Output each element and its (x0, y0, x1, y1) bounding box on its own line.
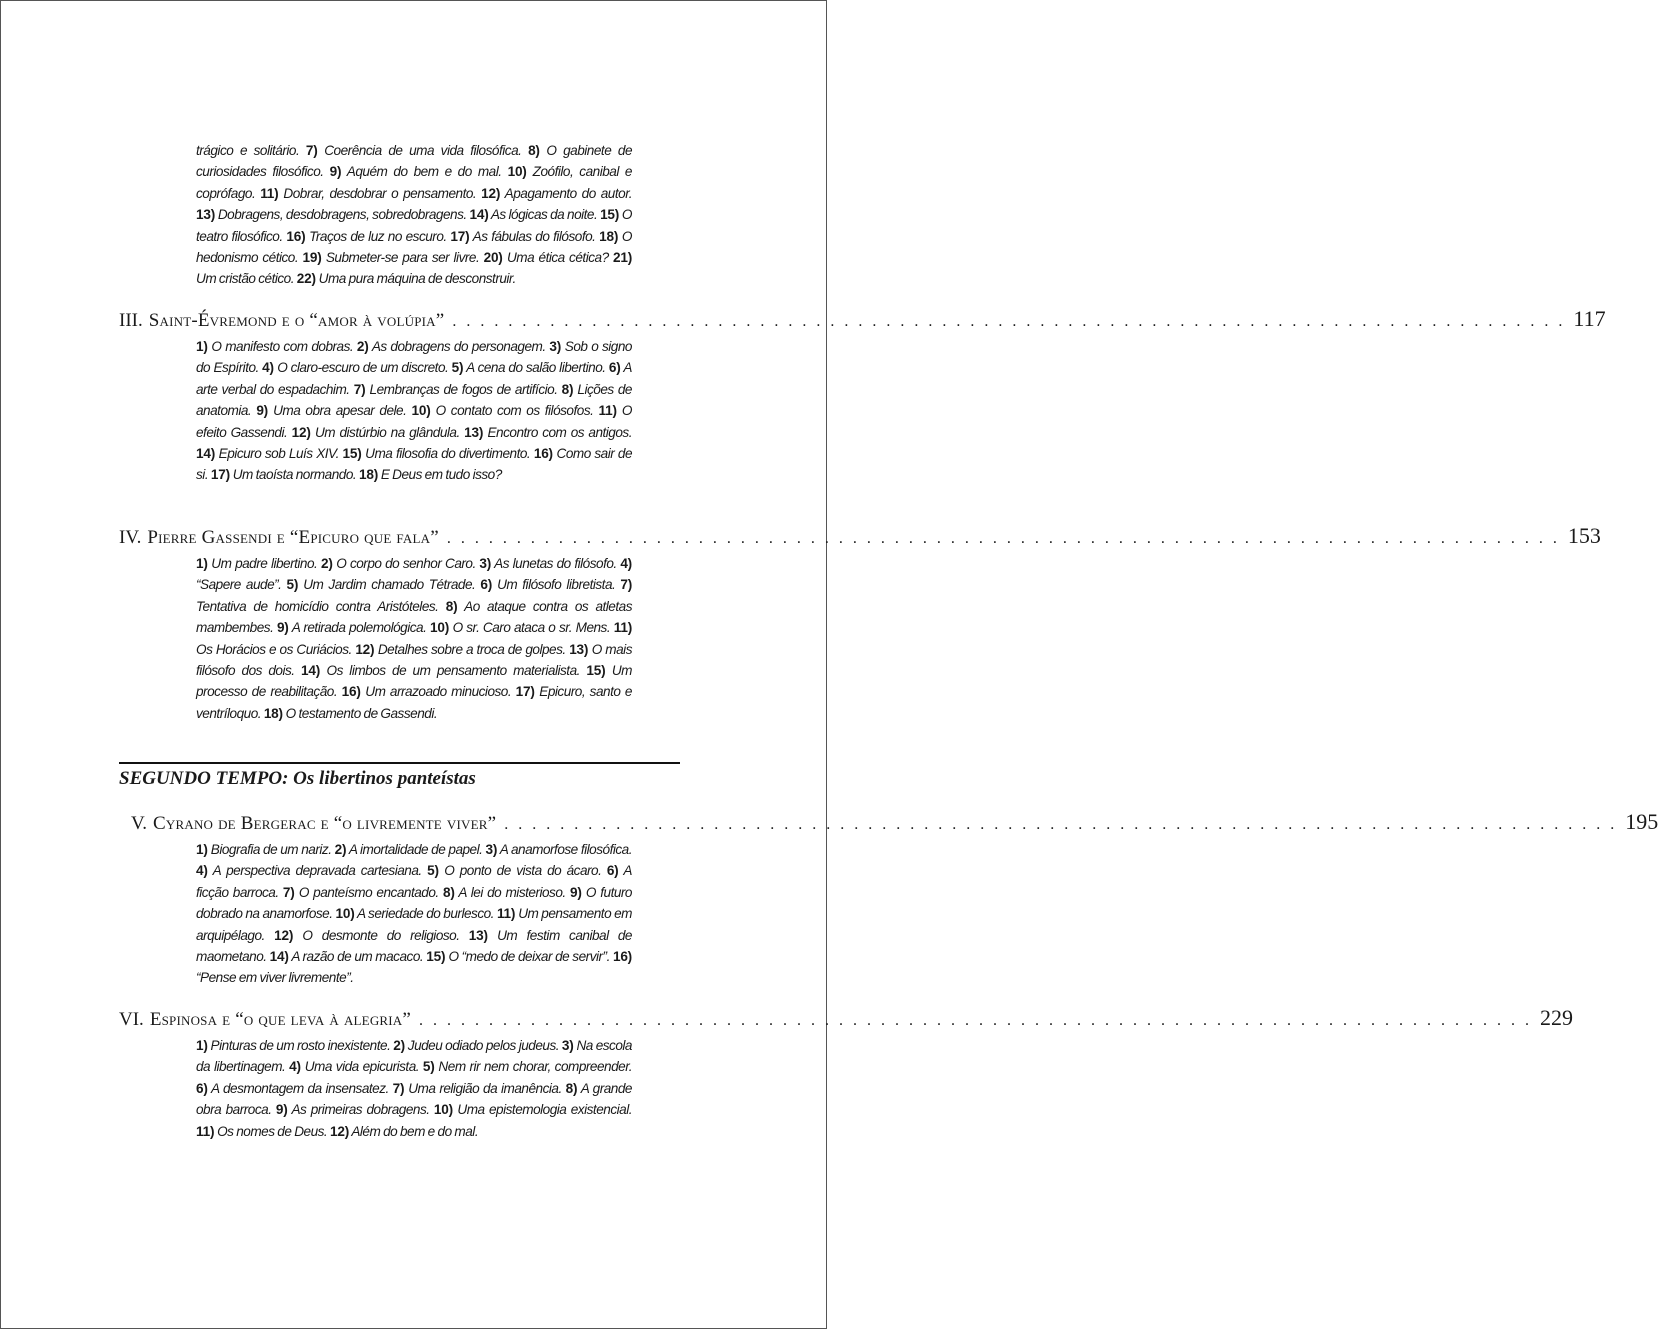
item-text: A ficção barroca. (196, 863, 632, 900)
item-text: O ponto de vista do ácaro. (438, 863, 607, 879)
item-number: 7) (620, 577, 633, 593)
item-text: “Pense em viver livremente”. (196, 970, 354, 986)
item-number: 4) (196, 863, 208, 879)
item-text: Uma religião da imanência. (404, 1080, 566, 1096)
chapter-entry (119, 523, 1601, 549)
item-text: Pinturas de um rosto inexistente. (207, 1038, 394, 1053)
item-number: 10) (335, 906, 355, 922)
chapter-summary (196, 839, 632, 989)
item-text: Uma pura máquina de desconstruir. (315, 271, 516, 287)
chapter-number: III. (119, 310, 143, 331)
item-text: Uma filosofia do divertimento. (361, 446, 534, 462)
item-number: 13) (196, 207, 216, 223)
item-text: Ao ataque contra os atletas mambembes. (196, 598, 632, 636)
item-number: 7) (353, 381, 366, 397)
item-number: 9) (276, 620, 289, 636)
item-number: 10) (429, 620, 450, 636)
item-text: Dobragens, desdobragens, sobredobragens. (215, 207, 470, 223)
item-number: 9) (275, 1102, 288, 1118)
item-text: As lunetas do filósofo. (491, 556, 621, 571)
item-text: A cena do salão libertino. (463, 360, 609, 376)
item-number: 14) (269, 949, 289, 965)
item-number: 19) (302, 250, 322, 266)
chapter-title: Pierre Gassendi e “Epicuro que fala” (147, 527, 439, 548)
item-number: 3) (561, 1038, 574, 1053)
item-text: O gabinete de curiosidades filosófico. (196, 143, 633, 180)
item-text: O desmonte do religioso. (293, 927, 469, 943)
item-number: 10) (507, 164, 527, 180)
item-text: E Deus em tudo isso? (378, 467, 502, 483)
item-number: 9) (569, 884, 582, 900)
item-number: 22) (296, 271, 316, 287)
item-text: Além do bem e do mal. (349, 1123, 479, 1139)
item-text: A retirada polemológica. (288, 620, 430, 636)
item-number: 11) (613, 620, 633, 636)
item-text: Uma ética cética? (502, 250, 613, 266)
chapter-summary (196, 140, 632, 290)
page-number: 195 (1625, 809, 1658, 834)
item-text: Nem rir nem chorar, compreender. (434, 1059, 633, 1075)
item-number: 6) (196, 1080, 208, 1096)
item-text: Uma epistemologia existencial. (452, 1102, 632, 1118)
item-number: 1) (196, 842, 208, 857)
item-text: A imortalidade de papel. (346, 842, 486, 857)
item-text: Lições de anatomia. (196, 381, 632, 419)
item-number: 16) (612, 949, 633, 965)
item-text: Um processo de reabilitação. (196, 663, 632, 700)
item-text: Um distúrbio na glândula. (310, 424, 465, 440)
item-number: 18) (358, 467, 379, 483)
item-text: A razão de um macaco. (288, 949, 427, 965)
item-number: 21) (612, 250, 633, 266)
item-number: 6) (608, 360, 621, 376)
item-number: 7) (305, 143, 318, 158)
chapter-number: V. (131, 813, 148, 834)
item-number: 11) (260, 185, 279, 201)
item-text: A seriedade do burlesco. (354, 906, 497, 922)
item-number: 16) (341, 684, 361, 700)
chapter-entry (119, 1005, 1574, 1031)
item-text: As fábulas do filósofo. (469, 228, 600, 244)
item-text: Os Horácios e os Curiácios. (196, 641, 356, 657)
item-number: 2) (356, 339, 369, 354)
item-number: 18) (599, 228, 619, 244)
item-number: 14) (196, 446, 216, 462)
item-number: 1) (196, 339, 208, 354)
chapter-entry (131, 809, 1658, 835)
page-number: 153 (1567, 523, 1601, 548)
item-number: 2) (334, 842, 347, 857)
item-text: Traços de luz no escuro. (305, 228, 451, 244)
item-text: O mais filósofo dos dois. (196, 641, 632, 679)
item-number: 6) (480, 577, 493, 593)
item-text: Um filósofo libretista. (492, 577, 621, 593)
item-text: Um pensamento em arquipélago. (196, 906, 632, 943)
chapter-entry (119, 306, 1606, 332)
item-number: 10) (411, 403, 431, 419)
item-text: Coerência de uma vida filosófica. (317, 143, 529, 158)
item-number: 11) (196, 1123, 215, 1139)
item-number: 9) (329, 164, 342, 180)
item-text: Um padre libertino. (207, 556, 321, 571)
item-text: “Sapere aude”. (196, 577, 287, 593)
chapter-summary (196, 553, 632, 724)
leader-dots: . . . . . . . . . . . . . . . . . . . . . . . . . . . . . . . . . . . . . . . . . . . . . . . . . . . . . . . . . . . . . . . . . . . . . . . . . . . . . . . . (452, 313, 1566, 330)
item-text: O teatro filosófico. (196, 207, 632, 244)
item-text: O sr. Caro ataca o sr. Mens. (449, 620, 614, 636)
item-number: 17) (450, 228, 470, 244)
item-text: A anamorfose filosófica. (497, 842, 633, 857)
leader-dots: . . . . . . . . . . . . . . . . . . . . . . . . . . . . . . . . . . . . . . . . . . . . . . . . . . . . . . . . . . . . . . . . . . . . . . . . . . . . . . . . (446, 530, 1560, 547)
item-text: Encontro com os antigos. (483, 424, 632, 440)
item-text: A desmontagem da insensatez. (207, 1080, 393, 1096)
item-number: 5) (451, 360, 464, 376)
chapter-number: VI. (119, 1009, 144, 1030)
item-number: 5) (427, 863, 439, 879)
item-text: Dobrar, desdobrar o pensamento. (278, 185, 482, 201)
item-text: Detalhes sobre a troca de golpes. (374, 641, 570, 657)
item-text: O corpo do senhor Caro. (332, 556, 480, 571)
item-number: 7) (392, 1080, 405, 1096)
item-number: 15) (342, 446, 362, 462)
chapter-number: IV. (119, 527, 142, 548)
leader-dots: . . . . . . . . . . . . . . . . . . . . . . . . . . . . . . . . . . . . . . . . . . . . . . . . . . . . . . . . . . . . . . . . . . . . . . . . . . . . . . . . (504, 816, 1618, 833)
item-number: 12) (355, 641, 375, 657)
item-number: 20) (483, 250, 503, 266)
item-text: Os limbos de um pensamento materialista. (320, 663, 587, 679)
item-number: 18) (263, 705, 283, 721)
item-text: Um festim canibal de maometano. (196, 927, 632, 965)
item-text: Um taoísta normando. (229, 467, 359, 483)
item-number: 12) (481, 185, 501, 201)
chapter-title: Espinosa e “o que leva à alegria” (149, 1009, 412, 1030)
item-number: 8) (561, 381, 574, 397)
item-number: 15) (426, 949, 446, 965)
section-title: SEGUNDO TEMPO: Os libertinos panteístas (119, 768, 476, 789)
item-number: 16) (286, 228, 306, 244)
page-number: 229 (1540, 1005, 1574, 1030)
item-text: Epicuro sob Luís XIV. (215, 446, 343, 462)
item-number: 16) (533, 446, 553, 462)
item-number: 4) (289, 1059, 301, 1075)
item-number: 10) (433, 1102, 453, 1118)
item-number: 7) (282, 884, 295, 900)
chapter-summary (196, 336, 632, 486)
item-text: As lógicas da noite. (488, 207, 601, 223)
item-text: O efeito Gassendi. (196, 403, 632, 440)
item-text: As dobragens do personagem. (368, 339, 550, 354)
item-number: 12) (291, 424, 311, 440)
item-number: 17) (515, 684, 535, 700)
item-number: 11) (496, 906, 516, 922)
item-number: 14) (469, 207, 489, 223)
item-number: 5) (422, 1059, 435, 1075)
item-text: O contato com os filósofos. (430, 403, 599, 419)
item-text: Como sair de si. (196, 446, 632, 483)
item-text: Tentativa de homicídio contra Aristóteles. (196, 598, 446, 614)
item-text: Um Jardim chamado Tétrade. (298, 577, 481, 593)
item-number: 15) (586, 663, 606, 679)
item-text: A grande obra barroca. (196, 1080, 632, 1118)
item-text: O manifesto com dobras. (207, 339, 357, 354)
item-text: Apagamento do autor. (500, 185, 632, 201)
item-number: 12) (329, 1123, 350, 1139)
item-text: O futuro dobrado na anamorfose. (196, 884, 632, 922)
item-text: A lei do misterioso. (454, 884, 570, 900)
leader-dots: . . . . . . . . . . . . . . . . . . . . . . . . . . . . . . . . . . . . . . . . . . . . . . . . . . . . . . . . . . . . . . . . . . . . . . . . . . . . . . . . (419, 1012, 1533, 1029)
chapter-title: Saint-Évremond e o “amor à volúpia” (148, 310, 445, 331)
item-number: 8) (442, 884, 455, 900)
item-number: 2) (320, 556, 333, 571)
item-text: trágico e solitário. (196, 143, 306, 158)
item-text: Biografia de um nariz. (207, 842, 335, 857)
item-text: Judeu odiado pelos judeus. (404, 1038, 562, 1053)
section-divider (119, 762, 680, 764)
item-number: 4) (262, 360, 274, 376)
page-number: 117 (1573, 306, 1606, 331)
item-number: 2) (393, 1038, 405, 1053)
item-number: 9) (256, 403, 268, 419)
chapter-title: Cyrano de Bergerac e “o livremente viver” (153, 813, 497, 834)
item-number: 13) (569, 641, 589, 657)
item-text: A perspectiva depravada cartesiana. (207, 863, 428, 879)
item-text: Lembranças de fogos de artifício. (365, 381, 562, 397)
item-number: 14) (301, 663, 321, 679)
item-number: 15) (600, 207, 620, 223)
item-text: Sob o signo do Espírito. (196, 339, 632, 376)
item-text: Epicuro, santo e ventríloquo. (196, 684, 632, 721)
item-number: 4) (620, 556, 632, 571)
item-number: 6) (606, 863, 619, 879)
item-text: Um arrazoado minucioso. (360, 684, 516, 700)
item-text: Na escola da libertinagem. (196, 1038, 632, 1075)
item-number: 8) (528, 143, 540, 158)
item-text: O “medo de deixar de servir”. (445, 949, 613, 965)
item-number: 8) (445, 598, 458, 614)
chapter-summary (196, 1035, 632, 1142)
item-number: 5) (286, 577, 299, 593)
item-text: Submeter-se para ser livre. (321, 250, 484, 266)
item-number: 12) (274, 927, 294, 943)
item-number: 3) (485, 842, 498, 857)
item-text: O panteísmo encantado. (294, 884, 443, 900)
item-text: Os nomes de Deus. (214, 1123, 330, 1139)
item-number: 8) (565, 1080, 578, 1096)
item-text: As primeiras dobragens. (287, 1102, 434, 1118)
item-number: 3) (549, 339, 562, 354)
item-number: 1) (196, 556, 208, 571)
item-number: 17) (210, 467, 230, 483)
item-text: O claro-escuro de um discreto. (273, 360, 452, 376)
item-number: 13) (468, 927, 488, 943)
item-text: Um cristão cético. (196, 271, 297, 287)
item-text: O testamento de Gassendi. (282, 705, 438, 721)
item-text: Uma vida epicurista. (300, 1059, 423, 1075)
item-number: 1) (196, 1038, 208, 1053)
item-text: O hedonismo cético. (196, 228, 632, 266)
item-text: Zoófilo, canibal e coprófago. (196, 164, 632, 201)
item-number: 11) (598, 403, 617, 419)
item-number: 3) (479, 556, 492, 571)
item-text: A arte verbal do espadachim. (196, 360, 632, 397)
item-text: Aquém do bem e do mal. (341, 164, 508, 180)
item-text: Uma obra apesar dele. (268, 403, 412, 419)
item-number: 13) (464, 424, 484, 440)
